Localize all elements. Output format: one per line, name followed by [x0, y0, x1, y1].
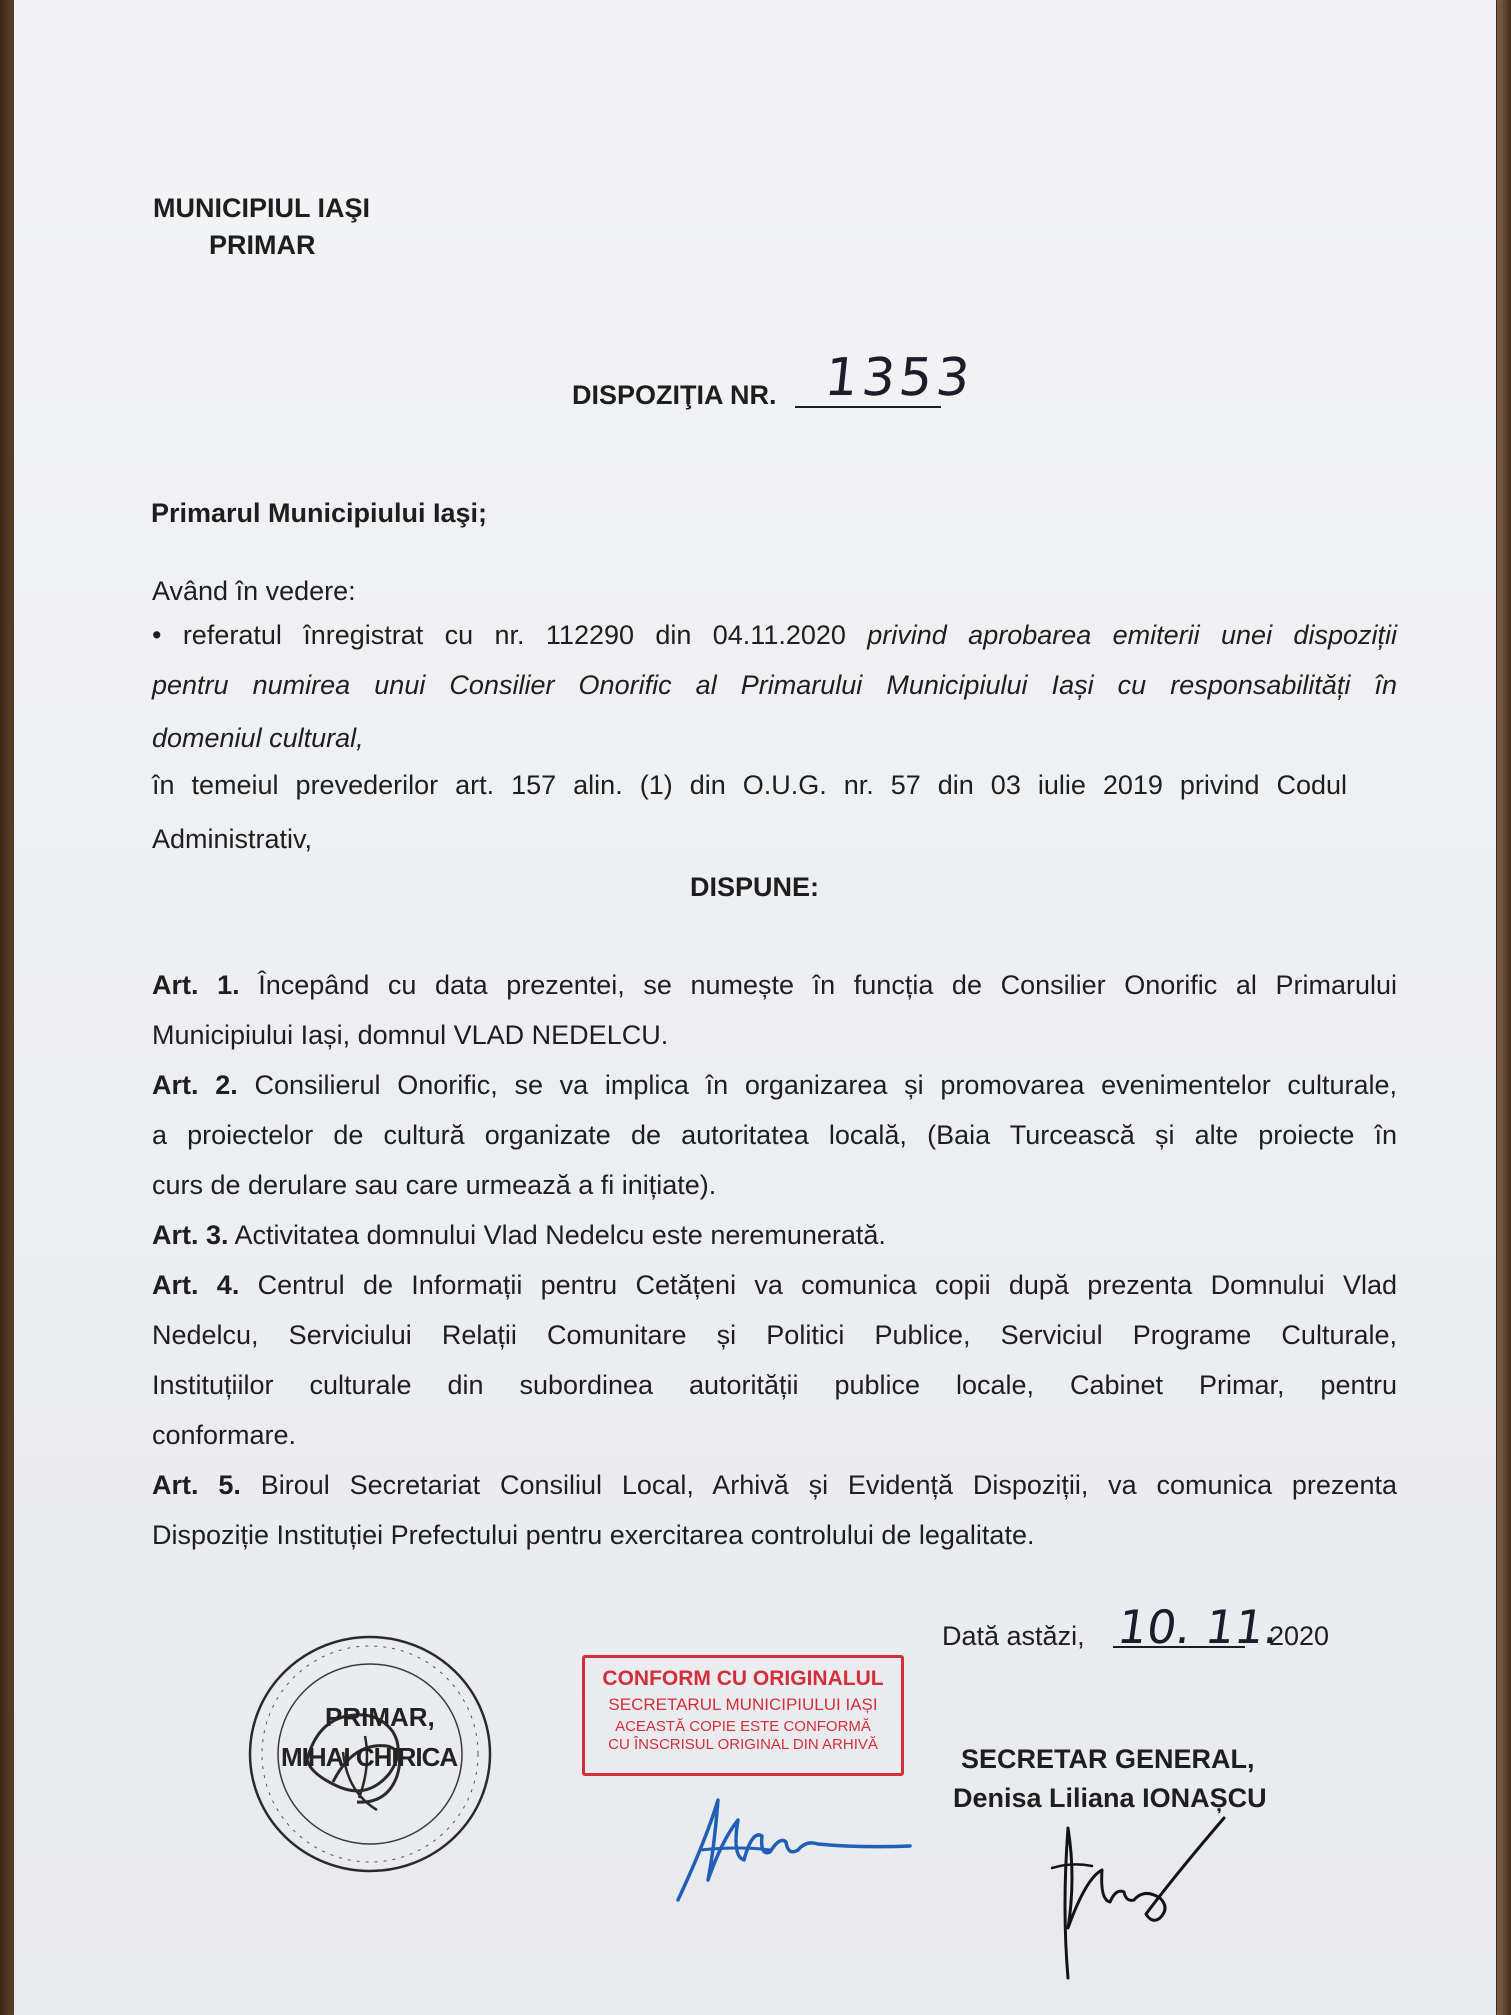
title-number-handwritten: 1353 [821, 348, 977, 408]
article-5-label: Art. 5. [152, 1470, 241, 1500]
preamble-legal-line-2: Administrativ, [152, 824, 313, 854]
header-office: PRIMAR [209, 230, 316, 260]
article-1-line-2: Municipiului Iași, domnul VLAD NEDELCU. [152, 1020, 669, 1050]
preamble-bullet-italic: privind aprobarea emiterii unei dispoziții [867, 620, 1397, 650]
preamble-intro: Având în vedere: [152, 576, 356, 606]
article-4-text: Centrul de Informații pentru Cetățeni va comunica copii după prezenta Domnului Vlad [257, 1270, 1397, 1300]
signatory-role: SECRETAR GENERAL, [961, 1744, 1255, 1774]
article-2-line-3: curs de derulare sau care urmează a fi inițiate). [152, 1170, 717, 1200]
round-stamp [245, 1632, 495, 1877]
article-5-text: Biroul Secretariat Consiliul Local, Arhivă și Evidență Dispoziții, va comunica prezenta [260, 1470, 1397, 1500]
article-5-line-2: Dispoziție Instituției Prefectului pentru exercitarea controlului de legalitate. [152, 1520, 1035, 1550]
article-2-text: Consilierul Onorific, se va implica în organizarea și promovarea evenimentelor culturale, [254, 1070, 1397, 1100]
article-4-line-3: Instituțiilor culturale din subordinea autorității publice locale, Cabinet Primar, pentru [152, 1370, 1397, 1400]
article-4-line-4: conformare. [152, 1420, 297, 1450]
article-3-line-1 [152, 1222, 886, 1249]
preamble-bullet-line-2: pentru numirea unui Consilier Onorific al Primarului Municipiului Iași cu responsabilități în [152, 670, 1397, 700]
preamble-bullet-line-1 [152, 622, 1397, 649]
article-1-line-1 [152, 972, 1397, 999]
background-wood-right [1497, 0, 1511, 2015]
date-label: Dată astăzi, [942, 1621, 1085, 1651]
title-label: DISPOZIŢIA NR. [572, 380, 777, 410]
article-3-label: Art. 3. [152, 1220, 229, 1250]
red-stamp-line-3: ACEASTĂ COPIE ESTE CONFORMĂ [615, 1718, 871, 1735]
preamble-legal-line-1: în temeiul prevederilor art. 157 alin. (1) din O.U.G. nr. 57 din 03 iulie 2019 privind Codul [152, 770, 1347, 800]
article-4-line-1 [152, 1272, 1397, 1299]
round-stamp-name: MIHAI CHIRICA [281, 1742, 458, 1772]
article-1-label: Art. 1. [152, 970, 240, 1000]
signatory-name: Denisa Liliana IONAȘCU [953, 1783, 1267, 1813]
date-year: 2020 [1269, 1621, 1330, 1651]
red-stamp-line-1: CONFORM CU ORIGINALUL [602, 1667, 884, 1690]
article-4-label: Art. 4. [152, 1270, 240, 1300]
preamble-bullet-text: • referatul înregistrat cu nr. 112290 din 04.11.2020 [152, 620, 846, 650]
round-stamp-title: PRIMAR, [325, 1702, 435, 1732]
red-conformity-stamp [582, 1655, 904, 1776]
article-4-line-2: Nedelcu, Serviciului Relații Comunitare și Politici Publice, Serviciul Programe Culturale, [152, 1320, 1397, 1350]
preamble-bullet-line-3: domeniul cultural, [152, 723, 364, 753]
article-5-line-1 [152, 1472, 1397, 1499]
article-2-line-2: a proiectelor de cultură organizate de autoritatea locală, (Baia Turcească și alte proiecte în [152, 1120, 1397, 1150]
article-2-label: Art. 2. [152, 1070, 238, 1100]
article-1-text: Începând cu data prezentei, se numește în funcția de Consilier Onorific al Primarului [258, 970, 1397, 1000]
dispune-heading: DISPUNE: [690, 872, 820, 902]
article-2-line-1 [152, 1072, 1397, 1099]
red-stamp-line-2: SECRETARUL MUNICIPIULUI IAȘI [608, 1695, 878, 1714]
header-institution: MUNICIPIUL IAŞI [153, 193, 371, 223]
red-stamp-line-4: CU ÎNSCRISUL ORIGINAL DIN ARHIVĂ [608, 1736, 878, 1753]
issuer: Primarul Municipiului Iaşi; [151, 498, 488, 528]
blue-signature [670, 1790, 930, 1910]
date-handwritten: 10. 11. [1114, 1600, 1283, 1654]
black-signature [1040, 1808, 1250, 1983]
article-3-text: Activitatea domnului Vlad Nedelcu este neremunerată. [234, 1220, 886, 1250]
